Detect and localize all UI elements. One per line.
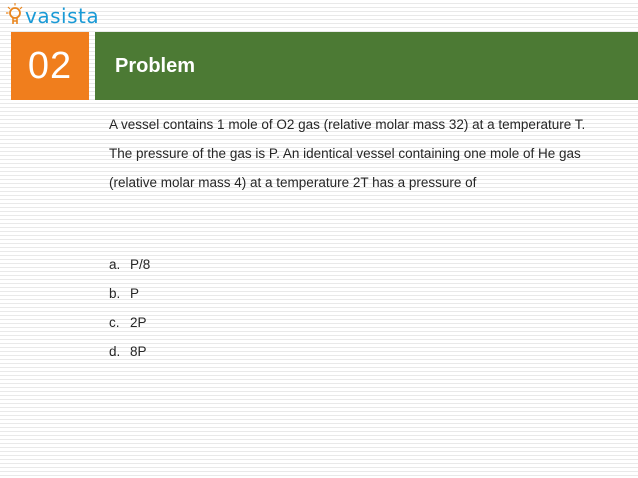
option-text: P <box>130 286 140 301</box>
option-c <box>109 308 150 337</box>
lightbulb-icon <box>6 3 24 29</box>
slide-number: 02 <box>27 44 73 87</box>
logo-text: vasista <box>25 4 100 28</box>
title-bar <box>95 32 638 100</box>
option-b <box>109 279 150 308</box>
brand-logo <box>6 2 99 30</box>
option-d <box>109 337 150 366</box>
option-letter: c. <box>109 315 120 330</box>
option-a <box>109 250 150 279</box>
option-text: 2P <box>130 315 147 330</box>
option-letter: b. <box>109 286 121 301</box>
question-text: A vessel contains 1 mole of O2 gas (relative molar mass 32) at a temperature T. The pressure of the gas is P. An identical vessel containing one mole of He gas (relative molar mass 4) at a temperature 2T has a pressure of <box>109 117 586 190</box>
option-text: 8P <box>130 344 147 359</box>
option-letter: d. <box>109 344 121 359</box>
option-letter: a. <box>109 257 121 272</box>
option-text: P/8 <box>130 257 151 272</box>
slide-number-box <box>11 32 89 100</box>
answer-options <box>109 250 150 366</box>
slide-title: Problem <box>115 54 196 77</box>
